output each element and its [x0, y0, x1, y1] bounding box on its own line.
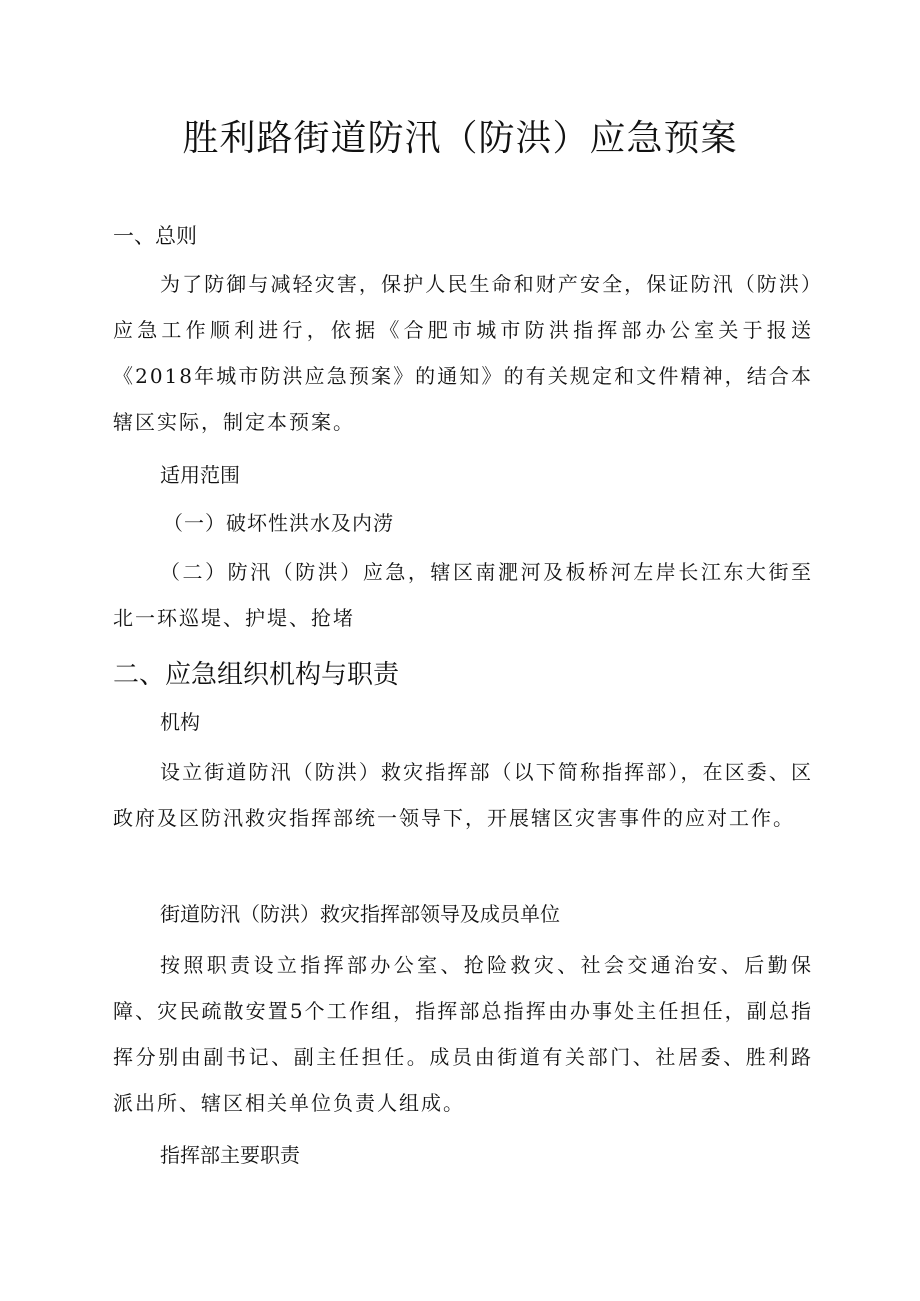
section-1-paragraph: 为了防御与减轻灾害，保护人民生命和财产安全，保证防汛（防洪）应急工作顺利进行，依据《合肥市城市防洪指挥部办公室关于报送《2018年城市防洪应急预案》的通知》的有关规定和文件精神，结合本辖区实际，制定本预案。 — [113, 272, 813, 434]
members-title: 街道防汛（防洪）救灾指挥部领导及成员单位 — [160, 902, 560, 926]
section-2-heading: 二、应急组织机构与职责 — [113, 660, 400, 690]
scope-item-1: （一）破坏性洪水及内涝 — [163, 511, 394, 535]
org-title: 机构 — [160, 710, 200, 734]
document-title: 胜利路街道防汛（防洪）应急预案 — [182, 118, 738, 159]
duties-title: 指挥部主要职责 — [160, 1143, 300, 1167]
org-paragraph: 设立街道防汛（防洪）救灾指挥部（以下简称指挥部），在区委、区政府及区防汛救灾指挥部统一领导下，开展辖区灾害事件的应对工作。 — [113, 760, 813, 830]
section-1-heading: 一、总则 — [113, 224, 197, 248]
members-paragraph: 按照职责设立指挥部办公室、抢险救灾、社会交通治安、后勤保障、灾民疏散安置5个工作组，指挥部总指挥由办事处主任担任，副总指挥分别由副书记、副主任担任。成员由街道有关部门、社居委、胜利路派出所、辖区相关单位负责人组成。 — [113, 953, 813, 1115]
scope-item-2: （二）防汛（防洪）应急，辖区南淝河及板桥河左岸长江东大街至北一环巡堤、护堤、抢堵 — [113, 560, 813, 630]
scope-title: 适用范围 — [160, 463, 240, 487]
